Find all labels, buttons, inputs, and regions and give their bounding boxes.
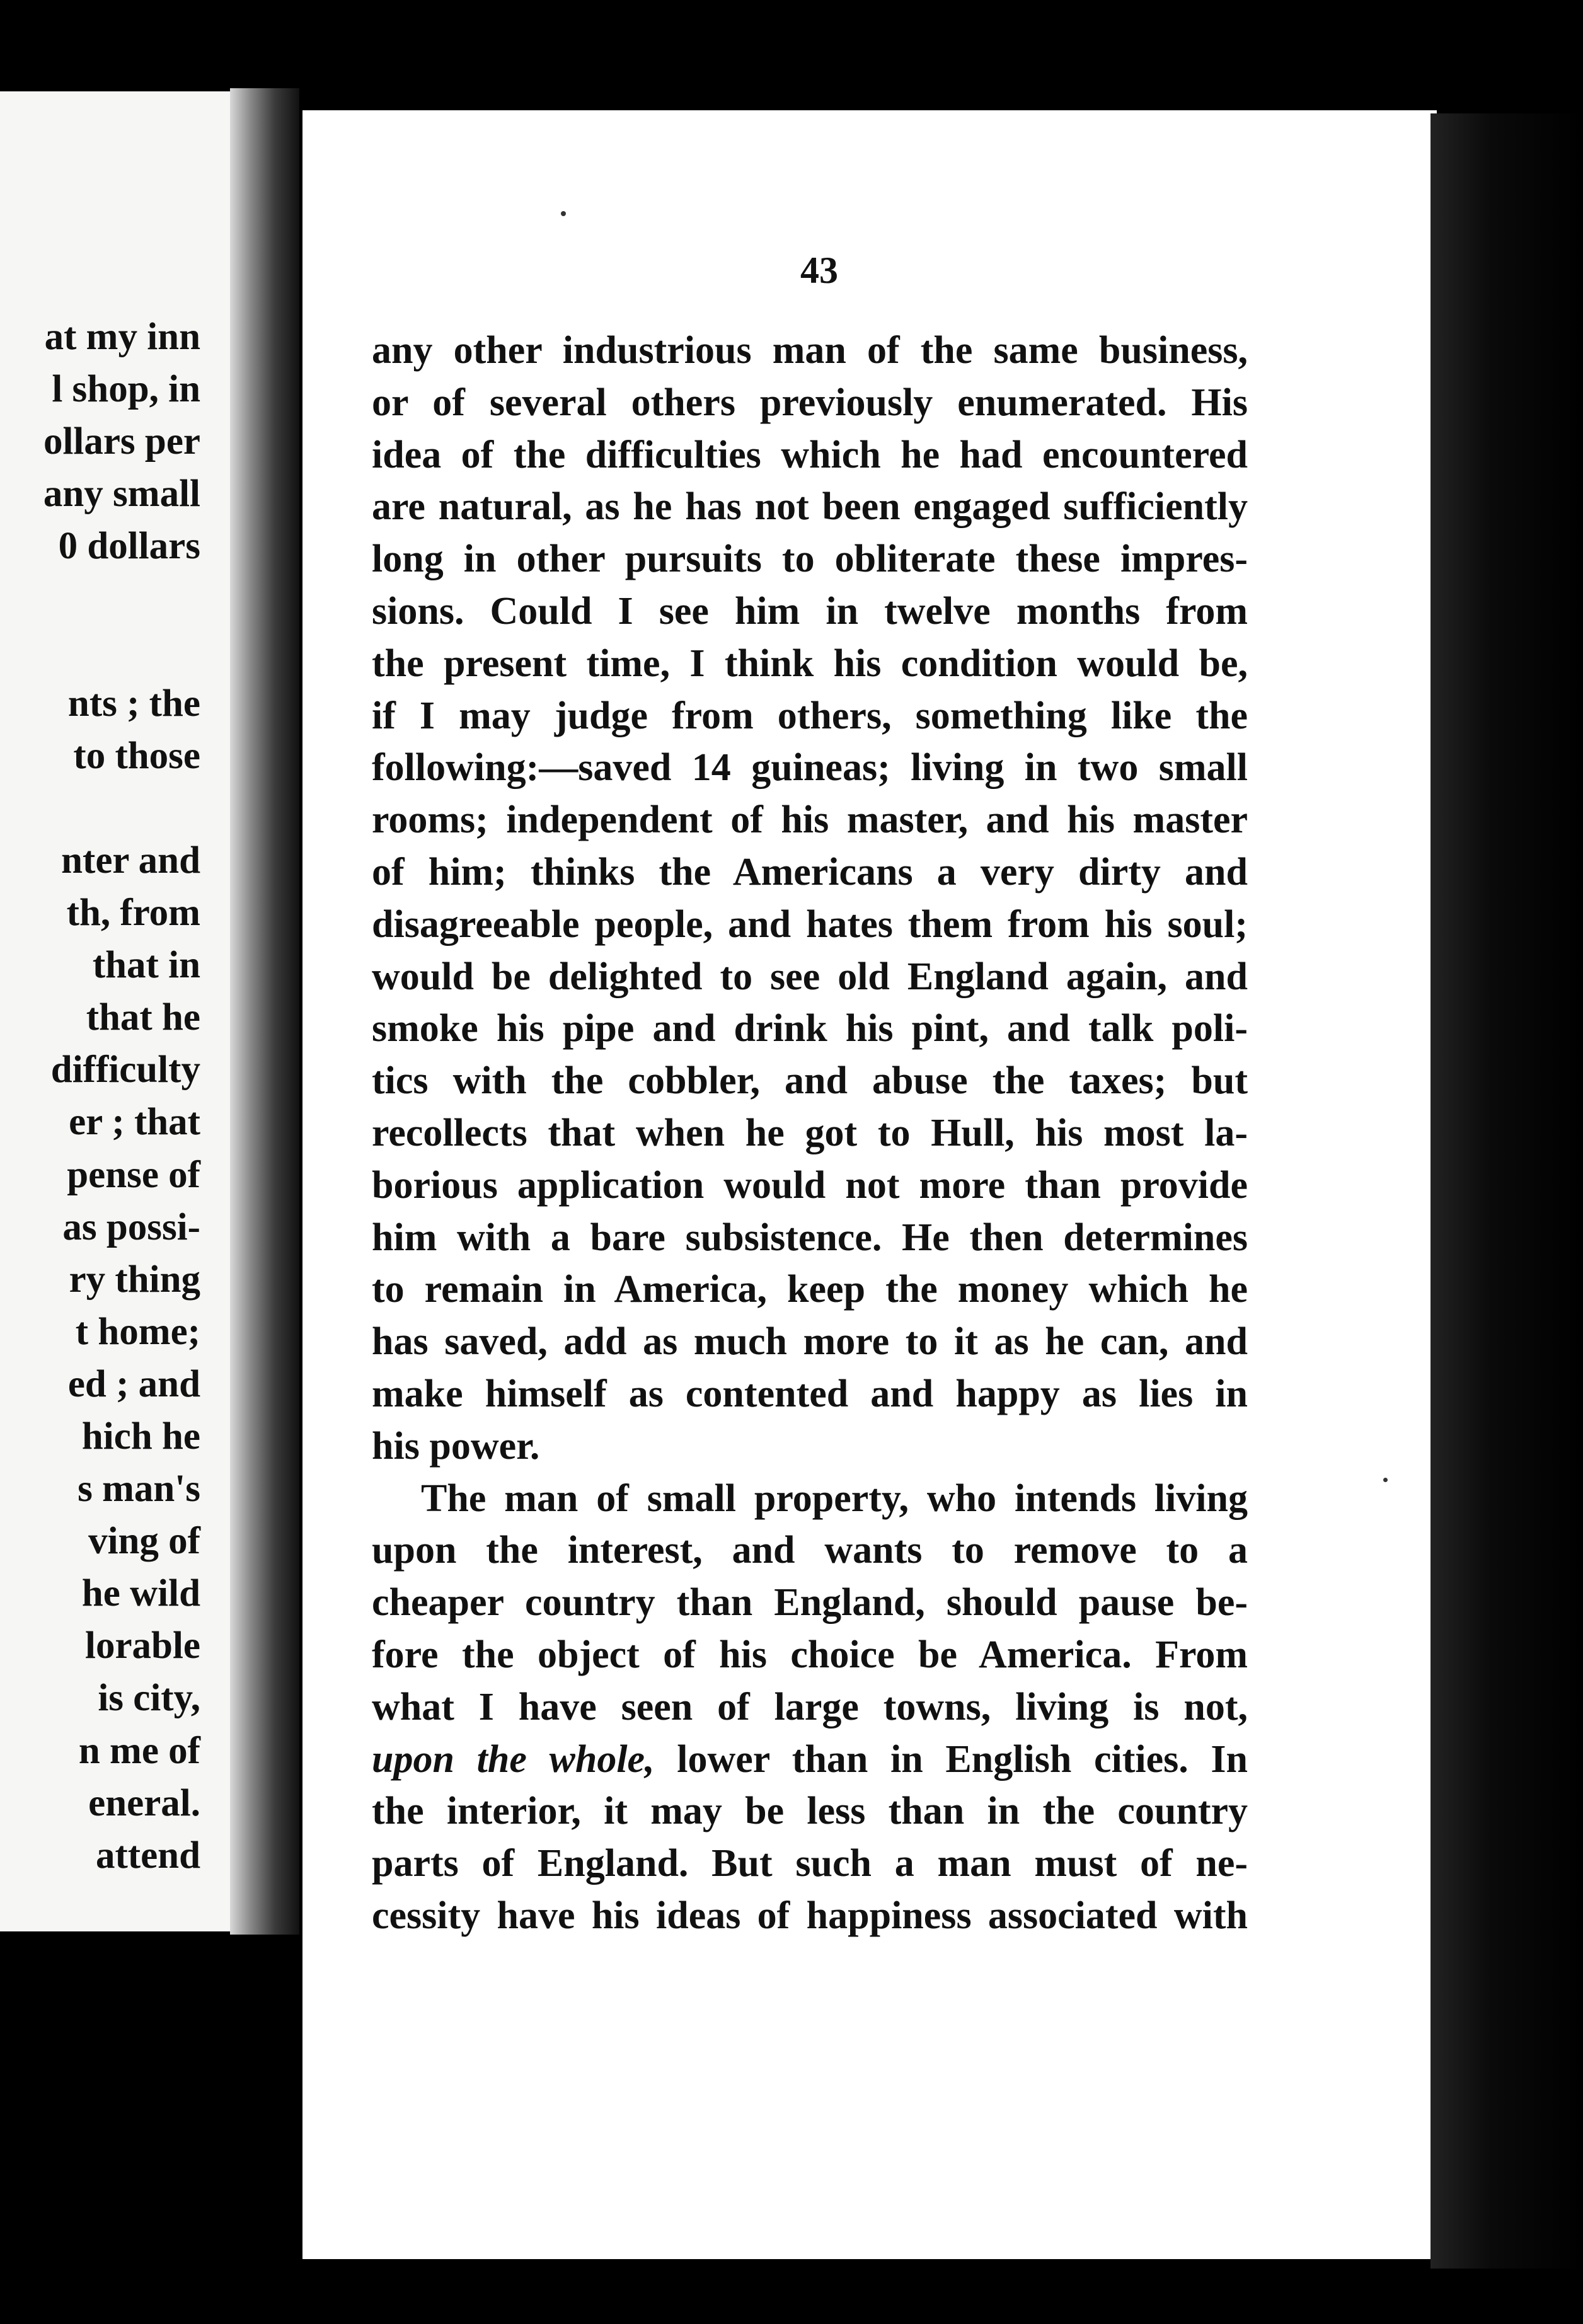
text-line: has saved, add as much more to it as he can, and <box>372 1320 1248 1364</box>
text-line: any small <box>43 473 200 515</box>
book-gutter <box>230 88 299 1935</box>
facing-page-text <box>0 311 200 1882</box>
text-line: make himself as contented and happy as lies in <box>372 1372 1248 1415</box>
text-line: his power. <box>372 1424 540 1468</box>
text-line: would be delighted to see old England again, and <box>372 955 1248 998</box>
text-line: ollars per <box>43 420 200 463</box>
text-line: difficulty <box>50 1049 200 1091</box>
facing-page <box>0 91 243 1931</box>
text-line: l shop, in <box>52 368 200 411</box>
text-line <box>0 625 200 677</box>
text-line: ry thing <box>69 1258 200 1301</box>
text-line: attend <box>95 1834 200 1877</box>
text-line: as possi- <box>62 1205 200 1248</box>
text-line: long in other pursuits to obliterate these impres- <box>372 538 1248 581</box>
paragraph-start-line: The man of small property, who intends living <box>421 1476 1248 1520</box>
text-line: nts ; the <box>67 682 200 725</box>
text-line: nter and <box>61 839 200 882</box>
text-line: the interior, it may be less than in the country <box>372 1790 1248 1833</box>
text-line: borious application would not more than provide <box>372 1163 1248 1207</box>
text-line <box>0 572 200 624</box>
text-line: him with a bare subsistence. He then determines <box>372 1216 1248 1259</box>
text-line: following:—saved 14 guineas; living in two small <box>372 746 1248 790</box>
text-line: disagreeable people, and hates them from his soul; <box>372 902 1248 946</box>
text-line: 0 dollars <box>58 525 200 568</box>
italic-phrase: upon the whole, <box>372 1737 655 1781</box>
text-line: that in <box>92 944 200 987</box>
text-line <box>0 782 200 834</box>
text-line: n me of <box>78 1729 200 1772</box>
text-line: that he <box>86 996 200 1039</box>
text-line: what I have seen of large towns, living is not, <box>372 1685 1248 1729</box>
text-line: lorable <box>85 1625 200 1667</box>
text-line: idea of the difficulties which he had encountered <box>372 433 1248 476</box>
text-line: th, from <box>66 892 200 935</box>
text-line: any other industrious man of the same business, <box>372 329 1248 372</box>
text-line: smoke his pipe and drink his pint, and talk poli- <box>372 1007 1248 1050</box>
text-line: hich he <box>81 1415 200 1458</box>
text-line: rooms; independent of his master, and his master <box>372 798 1248 842</box>
text-line: pense of <box>67 1153 200 1196</box>
text-line: to remain in America, keep the money which he <box>372 1268 1248 1311</box>
text-line: cessity have his ideas of happiness associated with <box>372 1894 1248 1937</box>
text-line: to those <box>73 734 200 777</box>
text-line: the present time, I think his condition would be, <box>372 641 1248 685</box>
text-line: t home; <box>75 1310 200 1353</box>
text-line: ving of <box>88 1520 200 1563</box>
text-line: er ; that <box>69 1101 200 1144</box>
text-line-with-italic <box>372 1734 1248 1786</box>
text-line: recollects that when he got to Hull, his most la- <box>372 1111 1248 1154</box>
text-line: or of several others previously enumerated. His <box>372 381 1248 424</box>
text-line: at my inn <box>44 316 200 358</box>
text-line: he wild <box>81 1572 200 1615</box>
text-line: eneral. <box>88 1781 200 1824</box>
text-line-rest: lower than in English cities. In <box>677 1737 1248 1781</box>
text-line: cheaper country than England, should pause be- <box>372 1581 1248 1625</box>
text-line: ed ; and <box>67 1362 200 1405</box>
page-body-text <box>372 325 1248 1942</box>
text-line: of him; thinks the Americans a very dirty and <box>372 850 1248 894</box>
page-number: 43 <box>800 250 838 291</box>
ink-speck <box>1383 1478 1388 1482</box>
page-edge-shadow <box>1430 113 1583 2269</box>
ink-speck <box>561 211 566 216</box>
text-line: if I may judge from others, something like the <box>372 694 1248 737</box>
text-line: upon the interest, and wants to remove to a <box>372 1529 1248 1572</box>
text-line: parts of England. But such a man must of ne- <box>372 1842 1248 1885</box>
text-line: sions. Could I see him in twelve months from <box>372 589 1248 633</box>
text-line: is city, <box>98 1677 200 1720</box>
text-line: tics with the cobbler, and abuse the taxes; but <box>372 1059 1248 1103</box>
text-line: are natural, as he has not been engaged sufficiently <box>372 485 1248 529</box>
text-line: fore the object of his choice be America. From <box>372 1633 1248 1676</box>
text-line: s man's <box>78 1468 200 1510</box>
